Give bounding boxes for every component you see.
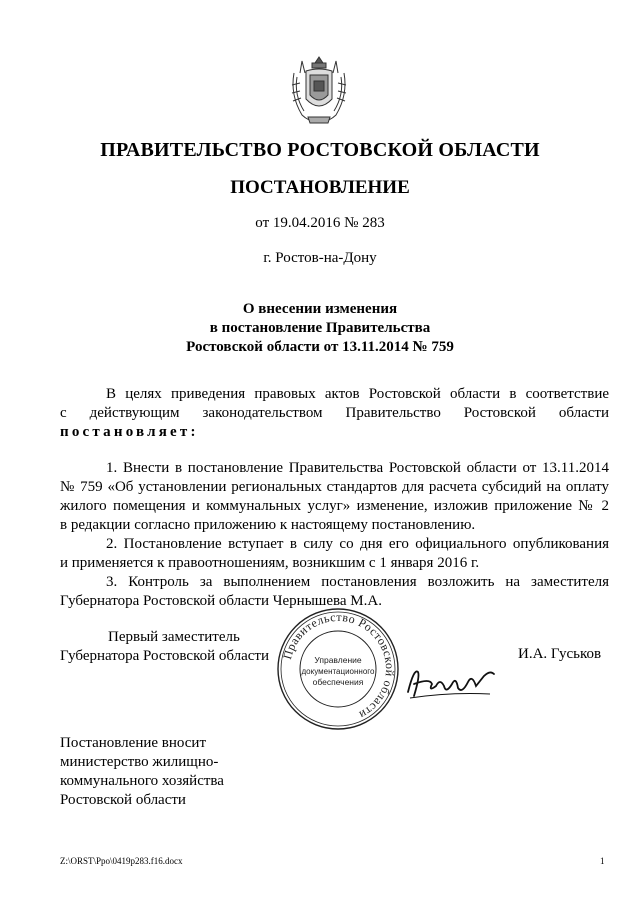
signatory-name: И.А. Гуськов (518, 646, 602, 662)
resolves-word: постановляет: (60, 424, 199, 440)
item-line: 3. Контроль за выполнением постановления возложить на заместителя (106, 574, 609, 590)
subject-line: О внесении изменения (242, 301, 398, 317)
subject-line: Ростовской области от 13.11.2014 № 759 (186, 339, 454, 355)
seal-center-line: документационного (301, 667, 375, 676)
position-line: Первый заместитель (108, 629, 240, 645)
item-line: Губернатора Ростовской области Чернышева М.А. (60, 593, 382, 609)
preamble-line: с действующим законодательством Правительство Ростовской области (60, 405, 609, 421)
item-line: в редакции согласно приложению к настоящему постановлению. (60, 517, 476, 533)
page-number: 1 (600, 856, 605, 866)
position-line: Губернатора Ростовской области (60, 648, 270, 664)
document-subject (0, 300, 640, 357)
seal-center-line: обеспечения (312, 677, 364, 687)
signatory-position (60, 628, 269, 666)
resolution-items (60, 459, 609, 611)
item-line: и применяется к правоотношениям, возникшим с 1 января 2016 г. (60, 555, 480, 571)
preamble (60, 385, 609, 442)
preamble-line: В целях приведения правовых актов Ростовской области в соответствие (106, 386, 609, 402)
seal-ring-text: Правительство Ростовской области (280, 609, 398, 723)
item-line: 1. Внести в постановление Правительства Ростовской области от 13.11.2014 (106, 460, 609, 476)
subject-line: в постановление Правительства (209, 320, 431, 336)
item-line: 2. Постановление вступает в силу со дня его официального опубликования (106, 536, 609, 552)
handwritten-signature-icon (400, 662, 500, 706)
submitted-by-note (60, 734, 224, 810)
note-line: коммунального хозяйства (60, 773, 224, 789)
document-city: г. Ростов-на-Дону (263, 250, 377, 266)
note-line: министерство жилищно- (60, 754, 219, 770)
note-line: Постановление вносит (60, 735, 207, 751)
official-seal-icon (274, 605, 402, 733)
coat-of-arms-icon (288, 55, 350, 127)
note-line: Ростовской области (60, 792, 186, 808)
file-path: Z:\ORST\Ppo\0419p283.f16.docx (60, 856, 183, 866)
item-line: жилого помещения и коммунальных услуг» изменение, изложив приложение № 2 (60, 498, 609, 514)
document-type: ПОСТАНОВЛЕНИЕ (230, 177, 410, 198)
seal-center-line: Управление (314, 655, 362, 665)
government-title: ПРАВИТЕЛЬСТВО РОСТОВСКОЙ ОБЛАСТИ (100, 139, 540, 161)
item-line: № 759 «Об установлении региональных стандартов для расчета субсидий на оплату (60, 479, 609, 495)
document-date-number: от 19.04.2016 № 283 (255, 215, 385, 231)
